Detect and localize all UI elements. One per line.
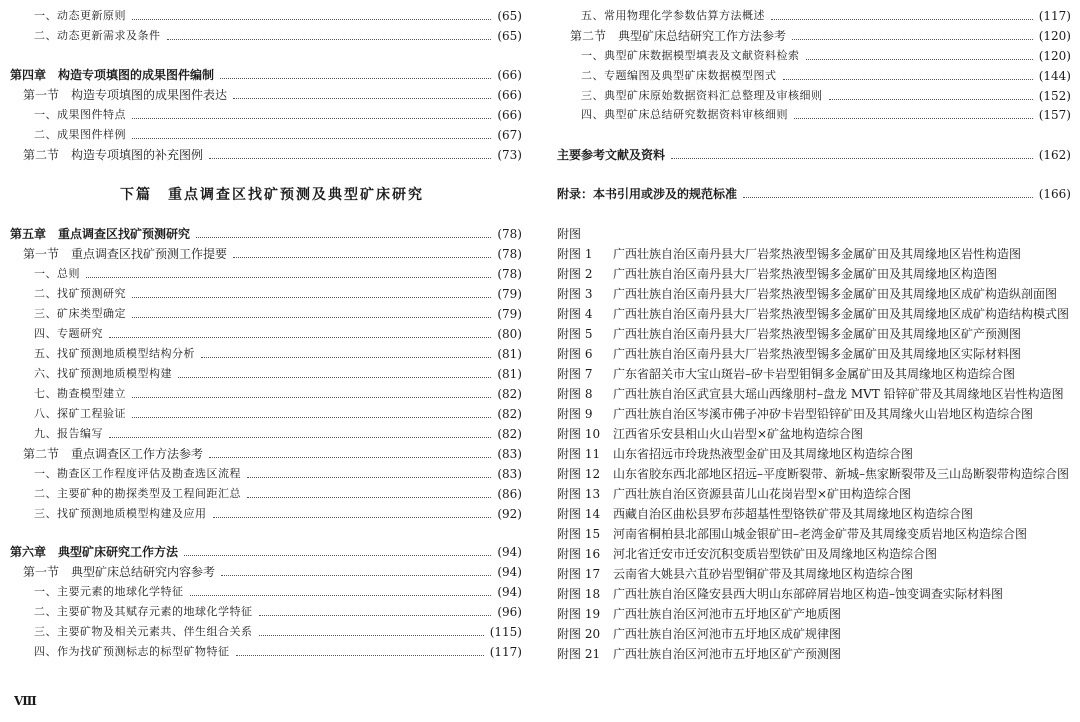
- toc-entry-title: 第二节 构造专项填图的补充图例: [23, 148, 204, 162]
- dot-leader: [247, 496, 491, 498]
- toc-entry-page: (80): [497, 327, 522, 341]
- toc-entry-page: (92): [497, 507, 522, 521]
- toc-entry-page: (152): [1038, 89, 1071, 103]
- toc-entry[interactable]: [10, 642, 522, 662]
- figure-caption: 广西壮族自治区河池市五圩地区成矿规律图: [613, 627, 842, 641]
- toc-entry-title: 四、典型矿床总结研究数据资料审核细则: [581, 108, 788, 121]
- toc-entry-page: (78): [497, 247, 522, 261]
- figure-caption: 广东省韶关市大宝山斑岩–矽卡岩型钼铜多金属矿田及其周缘地区构造综合图: [613, 367, 1016, 381]
- toc-entry-title: 五、找矿预测地质模型结构分析: [34, 347, 195, 360]
- toc-chapter-5[interactable]: [10, 224, 522, 244]
- toc-entry-title: 六、找矿预测地质模型构建: [34, 367, 172, 380]
- toc-entry-title: 第一节 典型矿床总结研究内容参考: [23, 565, 216, 579]
- toc-references[interactable]: [557, 145, 1071, 165]
- toc-entry-page: (120): [1038, 49, 1071, 63]
- toc-entry[interactable]: [557, 86, 1071, 106]
- toc-entry-title: 二、主要矿物及其赋存元素的地球化学特征: [34, 605, 253, 618]
- toc-chapter-4[interactable]: [10, 65, 522, 85]
- toc-entry[interactable]: [10, 364, 522, 384]
- figure-label: 附图 8: [557, 387, 593, 401]
- toc-entry[interactable]: [10, 324, 522, 344]
- toc-entry-page: (79): [497, 307, 522, 321]
- figure-label: 附图 13: [557, 487, 601, 501]
- toc-entry[interactable]: [10, 6, 522, 26]
- toc-entry-title: 二、动态更新需求及条件: [34, 29, 161, 42]
- toc-entry-title: 一、典型矿床数据模型填表及文献资料检索: [581, 49, 800, 62]
- toc-appendix[interactable]: [557, 184, 1071, 204]
- figure-caption: 河南省桐柏县北部围山城金银矿田–老湾金矿带及其周缘变质岩地区构造综合图: [613, 527, 1028, 541]
- toc-entry-page: (82): [497, 407, 522, 421]
- figure-entry[interactable]: [557, 564, 913, 584]
- figure-entry[interactable]: [557, 624, 841, 644]
- figure-entry[interactable]: [557, 484, 911, 504]
- toc-entry[interactable]: [557, 105, 1071, 125]
- figure-entry[interactable]: [557, 524, 1027, 544]
- toc-entry-page: (66): [497, 88, 522, 102]
- figure-label: 附图 5: [557, 327, 593, 341]
- toc-entry-page: (83): [497, 447, 522, 461]
- figure-caption: 西藏自治区曲松县罗布莎超基性型铬铁矿带及其周缘地区构造综合图: [613, 507, 974, 521]
- toc-entry-page: (86): [497, 487, 522, 501]
- dot-leader: [201, 356, 491, 358]
- part-title: 下篇 重点调查区找矿预测及典型矿床研究: [120, 187, 424, 203]
- toc-entry-title: 四、作为找矿预测标志的标型矿物特征: [34, 645, 230, 658]
- toc-entry-page: (79): [497, 287, 522, 301]
- figure-label: 附图 19: [557, 607, 601, 621]
- toc-entry-page: (166): [1038, 187, 1071, 201]
- toc-entry-page: (117): [489, 645, 522, 659]
- toc-entry-page: (81): [497, 347, 522, 361]
- toc-entry[interactable]: [10, 444, 522, 464]
- toc-chapter-6[interactable]: [10, 542, 522, 562]
- toc-entry-title: 二、成果图件样例: [34, 128, 126, 141]
- figure-entry[interactable]: [557, 644, 841, 664]
- toc-entry-page: (94): [497, 565, 522, 579]
- toc-entry-page: (73): [497, 148, 522, 162]
- toc-entry[interactable]: [10, 125, 522, 145]
- toc-entry[interactable]: [10, 484, 522, 504]
- figure-entry[interactable]: [557, 264, 997, 284]
- figure-label: 附图 12: [557, 467, 601, 481]
- toc-entry-page: (81): [497, 367, 522, 381]
- figure-entry[interactable]: [557, 284, 1057, 304]
- toc-entry[interactable]: [557, 26, 1071, 46]
- figure-label: 附图 15: [557, 527, 601, 541]
- toc-entry[interactable]: [10, 384, 522, 404]
- figure-label: 附图 6: [557, 347, 593, 361]
- toc-entry-page: (144): [1038, 69, 1071, 83]
- figure-caption: 山东省招远市玲珑热液型金矿田及其周缘地区构造综合图: [613, 447, 914, 461]
- toc-entry-title: 二、找矿预测研究: [34, 287, 126, 300]
- figure-entry[interactable]: [557, 364, 1015, 384]
- dot-leader: [220, 77, 491, 79]
- toc-entry-page: (83): [497, 467, 522, 481]
- dot-leader: [236, 654, 484, 656]
- toc-entry-page: (78): [497, 267, 522, 281]
- dot-leader: [247, 476, 491, 478]
- figure-caption: 广西壮族自治区南丹县大厂岩浆热液型锡多金属矿田及其周缘地区实际材料图: [613, 347, 1022, 361]
- figure-caption: 江西省乐安县相山火山岩型×矿盆地构造综合图: [613, 427, 864, 441]
- figure-caption: 广西壮族自治区隆安县西大明山东部碎屑岩地区构造–蚀变调查实际材料图: [613, 587, 1004, 601]
- figure-entry[interactable]: [557, 244, 1021, 264]
- dot-leader: [132, 416, 491, 418]
- dot-leader: [132, 396, 491, 398]
- toc-entry[interactable]: [557, 46, 1071, 66]
- toc-entry[interactable]: [10, 404, 522, 424]
- figure-entry[interactable]: [557, 604, 841, 624]
- toc-entry-page: (65): [497, 9, 522, 23]
- toc-entry-page: (94): [497, 545, 522, 559]
- toc-entry[interactable]: [10, 26, 522, 46]
- toc-entry-page: (65): [497, 29, 522, 43]
- dot-leader: [132, 296, 491, 298]
- toc-entry-page: (78): [497, 227, 522, 241]
- toc-entry[interactable]: [10, 344, 522, 364]
- toc-entry[interactable]: [10, 145, 522, 165]
- toc-entry-title: 三、矿床类型确定: [34, 307, 126, 320]
- figure-label: 附图 16: [557, 547, 601, 561]
- dot-leader: [771, 18, 1033, 20]
- figure-caption: 广西壮族自治区河池市五圩地区矿产预测图: [613, 647, 842, 661]
- figure-entry[interactable]: [557, 584, 1003, 604]
- toc-entry[interactable]: [10, 105, 522, 125]
- toc-entry[interactable]: [10, 264, 522, 284]
- figure-caption: 广西壮族自治区资源县苗儿山花岗岩型×矿田构造综合图: [613, 487, 912, 501]
- figure-caption: 广西壮族自治区南丹县大厂岩浆热液型锡多金属矿田及其周缘地区成矿构造结构模式图: [613, 307, 1070, 321]
- figure-entry[interactable]: [557, 544, 937, 564]
- toc-entry-page: (96): [497, 605, 522, 619]
- dot-leader: [213, 516, 492, 518]
- toc-entry[interactable]: [557, 66, 1071, 86]
- toc-entry[interactable]: [10, 464, 522, 484]
- toc-entry-page: (82): [497, 427, 522, 441]
- toc-entry-page: (66): [497, 108, 522, 122]
- figures-heading: 附图: [557, 227, 582, 241]
- toc-entry-title: 附录：本书引用或涉及的规范标准: [557, 187, 738, 201]
- dot-leader: [259, 634, 484, 636]
- dot-leader: [132, 316, 491, 318]
- dot-leader: [209, 157, 491, 159]
- figure-entry[interactable]: [557, 324, 1021, 344]
- figure-entry[interactable]: [557, 404, 1033, 424]
- dot-leader: [743, 196, 1033, 198]
- dot-leader: [233, 97, 491, 99]
- figure-caption: 河北省迁安市迁安沉积变质岩型铁矿田及周缘地区构造综合图: [613, 547, 938, 561]
- figure-label: 附图 9: [557, 407, 593, 421]
- toc-entry-page: (66): [497, 68, 522, 82]
- figure-caption: 广西壮族自治区河池市五圩地区矿产地质图: [613, 607, 842, 621]
- figure-entry[interactable]: [557, 444, 913, 464]
- figure-label: 附图 18: [557, 587, 601, 601]
- dot-leader: [132, 117, 491, 119]
- figure-entry[interactable]: [557, 384, 1064, 404]
- toc-entry-title: 一、动态更新原则: [34, 9, 126, 22]
- toc-entry-title: 一、勘查区工作程度评估及勘查选区流程: [34, 467, 241, 480]
- dot-leader: [132, 137, 491, 139]
- toc-chapter-title: 第五章 重点调查区找矿预测研究: [10, 227, 191, 241]
- toc-entry-page: (157): [1038, 108, 1071, 122]
- toc-entry-title: 八、探矿工程验证: [34, 407, 126, 420]
- dot-leader: [109, 336, 491, 338]
- figure-label: 附图 3: [557, 287, 593, 301]
- dot-leader: [196, 236, 491, 238]
- toc-entry[interactable]: [10, 602, 522, 622]
- toc-entry-page: (94): [497, 585, 522, 599]
- figure-entry[interactable]: [557, 504, 973, 524]
- figure-label: 附图 4: [557, 307, 593, 321]
- toc-entry[interactable]: [10, 284, 522, 304]
- figure-label: 附图 2: [557, 267, 593, 281]
- toc-entry-title: 一、主要元素的地球化学特征: [34, 585, 184, 598]
- figure-caption: 广西壮族自治区南丹县大厂岩浆热液型锡多金属矿田及其周缘地区岩性构造图: [613, 247, 1022, 261]
- toc-entry-title: 二、专题编图及典型矿床数据模型图式: [581, 69, 777, 82]
- dot-leader: [794, 117, 1033, 119]
- dot-leader: [109, 436, 491, 438]
- toc-entry-title: 主要参考文献及资料: [557, 148, 666, 162]
- dot-leader: [792, 38, 1033, 40]
- page-number: Ⅷ: [14, 694, 37, 708]
- toc-entry-page: (82): [497, 387, 522, 401]
- toc-entry[interactable]: [557, 6, 1071, 26]
- dot-leader: [233, 256, 491, 258]
- figure-caption: 山东省胶东西北部地区招远–平度断裂带、新城–焦家断裂带及三山岛断裂带构造综合图: [613, 467, 1070, 481]
- toc-entry-title: 二、主要矿种的勘探类型及工程间距汇总: [34, 487, 241, 500]
- toc-entry[interactable]: [10, 582, 522, 602]
- toc-entry-page: (120): [1038, 29, 1071, 43]
- figure-label: 附图 10: [557, 427, 601, 441]
- dot-leader: [806, 58, 1033, 60]
- figure-label: 附图 17: [557, 567, 601, 581]
- toc-entry-title: 九、报告编写: [34, 427, 103, 440]
- figure-label: 附图 21: [557, 647, 601, 661]
- dot-leader: [221, 574, 491, 576]
- dot-leader: [184, 554, 491, 556]
- figure-caption: 广西壮族自治区武宣县大瑶山西缘朋村–盘龙 MVT 铅锌矿带及其周缘地区岩性构造图: [613, 387, 1064, 401]
- dot-leader: [178, 376, 491, 378]
- toc-entry-page: (117): [1038, 9, 1071, 23]
- figure-caption: 广西壮族自治区南丹县大厂岩浆热液型锡多金属矿田及其周缘地区矿产预测图: [613, 327, 1022, 341]
- figure-entry[interactable]: [557, 464, 1069, 484]
- toc-entry-title: 一、成果图件特点: [34, 108, 126, 121]
- dot-leader: [86, 276, 491, 278]
- toc-entry-title: 四、专题研究: [34, 327, 103, 340]
- toc-entry-title: 三、典型矿床原始数据资料汇总整理及审核细则: [581, 89, 823, 102]
- figure-label: 附图 11: [557, 447, 601, 461]
- figure-caption: 广西壮族自治区南丹县大厂岩浆热液型锡多金属矿田及其周缘地区成矿构造纵剖面图: [613, 287, 1058, 301]
- toc-entry[interactable]: [10, 424, 522, 444]
- toc-entry[interactable]: [10, 622, 522, 642]
- figure-entry[interactable]: [557, 344, 1021, 364]
- toc-entry-page: (67): [497, 128, 522, 142]
- dot-leader: [209, 456, 491, 458]
- dot-leader: [190, 594, 492, 596]
- toc-entry-page: (162): [1038, 148, 1071, 162]
- toc-entry-page: (115): [489, 625, 522, 639]
- figure-caption: 广西壮族自治区南丹县大厂岩浆热液型锡多金属矿田及其周缘地区构造图: [613, 267, 998, 281]
- dot-leader: [829, 98, 1033, 100]
- toc-entry-title: 三、找矿预测地质模型构建及应用: [34, 507, 207, 520]
- toc-entry[interactable]: [10, 504, 522, 524]
- dot-leader: [167, 38, 492, 40]
- toc-entry-title: 第一节 构造专项填图的成果图件表达: [23, 88, 228, 102]
- figure-label: 附图 20: [557, 627, 601, 641]
- figure-label: 附图 7: [557, 367, 593, 381]
- toc-entry-title: 一、总则: [34, 267, 80, 280]
- toc-entry-title: 第二节 典型矿床总结研究工作方法参考: [570, 29, 787, 43]
- toc-entry-title: 七、勘查模型建立: [34, 387, 126, 400]
- toc-entry[interactable]: [10, 562, 522, 582]
- toc-entry-title: 第二节 重点调查区工作方法参考: [23, 447, 204, 461]
- toc-entry-title: 三、主要矿物及相关元素共、伴生组合关系: [34, 625, 253, 638]
- toc-chapter-title: 第四章 构造专项填图的成果图件编制: [10, 68, 215, 82]
- toc-entry[interactable]: [10, 304, 522, 324]
- figure-caption: 云南省大姚县六苴砂岩型铜矿带及其周缘地区构造综合图: [613, 567, 914, 581]
- figure-entry[interactable]: [557, 424, 863, 444]
- dot-leader: [671, 157, 1033, 159]
- figure-caption: 广西壮族自治区岑溪市佛子冲矽卡岩型铅锌矿田及其周缘火山岩地区构造综合图: [613, 407, 1034, 421]
- toc-chapter-title: 第六章 典型矿床研究工作方法: [10, 545, 179, 559]
- toc-entry-title: 第一节 重点调查区找矿预测工作提要: [23, 247, 228, 261]
- figure-entry[interactable]: [557, 304, 1069, 324]
- toc-entry-title: 五、常用物理化学参数估算方法概述: [581, 9, 765, 22]
- dot-leader: [259, 614, 492, 616]
- dot-leader: [783, 78, 1033, 80]
- figure-label: 附图 14: [557, 507, 601, 521]
- toc-entry[interactable]: [10, 244, 522, 264]
- figure-label: 附图 1: [557, 247, 593, 261]
- dot-leader: [132, 18, 491, 20]
- toc-entry[interactable]: [10, 85, 522, 105]
